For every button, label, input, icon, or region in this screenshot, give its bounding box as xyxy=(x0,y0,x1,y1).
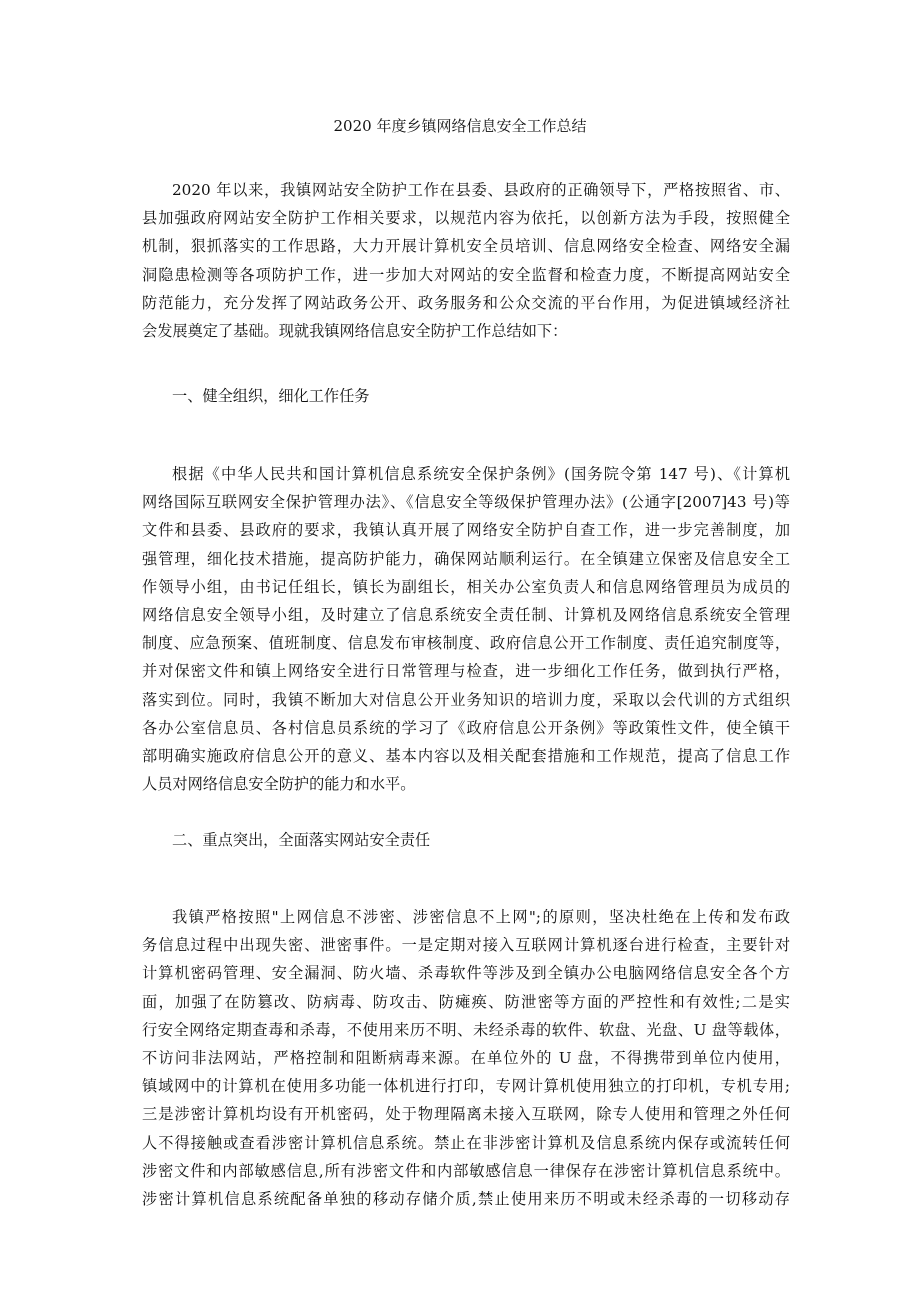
text-line: 行安全网络定期查毒和杀毒，不使用来历不明、未经杀毒的软件、软盘、光盘、U 盘等载体， xyxy=(142,1020,790,1039)
text-line: 人员对网络信息安全防护的能力和水平。 xyxy=(142,775,416,794)
document-title: 2020 年度乡镇网络信息安全工作总结 xyxy=(333,117,587,135)
text-line: 人不得接触或查看涉密计算机信息系统。禁止在非涉密计算机及信息系统内保存或流转任何 xyxy=(142,1133,790,1152)
text-line: 计算机密码管理、安全漏洞、防火墙、杀毒软件等涉及到全镇办公电脑网络信息安全各个方 xyxy=(142,964,790,983)
text-line: 文件和县委、县政府的要求，我镇认真开展了网络安全防护自查工作，进一步完善制度，加 xyxy=(142,521,790,540)
text-line: 2020 年以来，我镇网站安全防护工作在县委、县政府的正确领导下，严格按照省、市、 xyxy=(172,181,790,199)
text-line: 镇域网中的计算机在使用多功能一体机进行打印，专网计算机使用独立的打印机，专机专用; xyxy=(142,1077,790,1096)
text-line: 涉密计算机信息系统配备单独的移动存储介质,禁止使用来历不明或未经杀毒的一切移动存 xyxy=(142,1190,790,1209)
section-2-heading: 二、重点突出，全面落实网站安全责任 xyxy=(172,831,431,849)
text-line: 洞隐患检测等各项防护工作，进一步加大对网站的安全监督和检查力度，不断提高网站安全 xyxy=(142,265,790,284)
text-line: 并对保密文件和镇上网络安全进行日常管理与检查，进一步细化工作任务，做到执行严格， xyxy=(142,662,790,681)
intro-paragraph xyxy=(142,176,790,345)
text-line: 落实到位。同时，我镇不断加大对信息公开业务知识的培训力度，采取以会代训的方式组织 xyxy=(142,690,790,709)
text-line: 我镇严格按照"上网信息不涉密、涉密信息不上网";的原则，坚决杜绝在上传和发布政 xyxy=(172,908,790,926)
text-line: 涉密文件和内部敏感信息,所有涉密文件和内部敏感信息一律保存在涉密计算机信息系统中。 xyxy=(142,1161,790,1180)
text-line: 县加强政府网站安全防护工作相关要求，以规范内容为依托，以创新方法为手段，按照健全 xyxy=(142,209,790,228)
text-line: 务信息过程中出现失密、泄密事件。一是定期对接入互联网计算机逐台进行检查，主要针对 xyxy=(142,936,790,955)
section-2-paragraph xyxy=(142,903,790,1213)
text-line: 机制，狠抓落实的工作思路，大力开展计算机安全员培训、信息网络安全检查、网络安全漏 xyxy=(142,237,790,256)
text-line: 部明确实施政府信息公开的意义、基本内容以及相关配套措施和工作规范，提高了信息工作 xyxy=(142,747,790,766)
text-line: 防范能力，充分发挥了网站政务公开、政务服务和公众交流的平台作用，为促进镇域经济社 xyxy=(142,293,790,312)
text-line: 强管理，细化技术措施，提高防护能力，确保网站顺利运行。在全镇建立保密及信息安全工 xyxy=(142,549,790,568)
text-line: 会发展奠定了基础。现就我镇网络信息安全防护工作总结如下： xyxy=(142,322,568,341)
text-line: 不访问非法网站，严格控制和阻断病毒来源。在单位外的 U 盘，不得携带到单位内使用， xyxy=(142,1049,790,1068)
text-line: 根据《中华人民共和国计算机信息系统安全保护条例》(国务院令第 147 号)、《计算机 xyxy=(172,465,790,483)
text-line: 网络信息安全领导小组，及时建立了信息系统安全责任制、计算机及网络信息系统安全管理 xyxy=(142,606,790,625)
section-1-paragraph xyxy=(142,460,790,798)
text-line: 作领导小组，由书记任组长，镇长为副组长，相关办公室负责人和信息网络管理员为成员的 xyxy=(142,577,790,596)
text-line: 各办公室信息员、各村信息员系统的学习了《政府信息公开条例》等政策性文件，使全镇干 xyxy=(142,718,790,737)
text-line: 网络国际互联网安全保护管理办法》、《信息安全等级保护管理办法》(公通字[2007]43 号)等 xyxy=(142,493,790,512)
text-line: 制度、应急预案、值班制度、信息发布审核制度、政府信息公开工作制度、责任追究制度等， xyxy=(142,634,790,653)
section-1-heading: 一、健全组织，细化工作任务 xyxy=(172,387,370,405)
text-line: 面，加强了在防篡改、防病毒、防攻击、防瘫痪、防泄密等方面的严控性和有效性;二是实 xyxy=(142,992,790,1011)
text-line: 三是涉密计算机均设有开机密码，处于物理隔离未接入互联网，除专人使用和管理之外任何 xyxy=(142,1105,790,1124)
